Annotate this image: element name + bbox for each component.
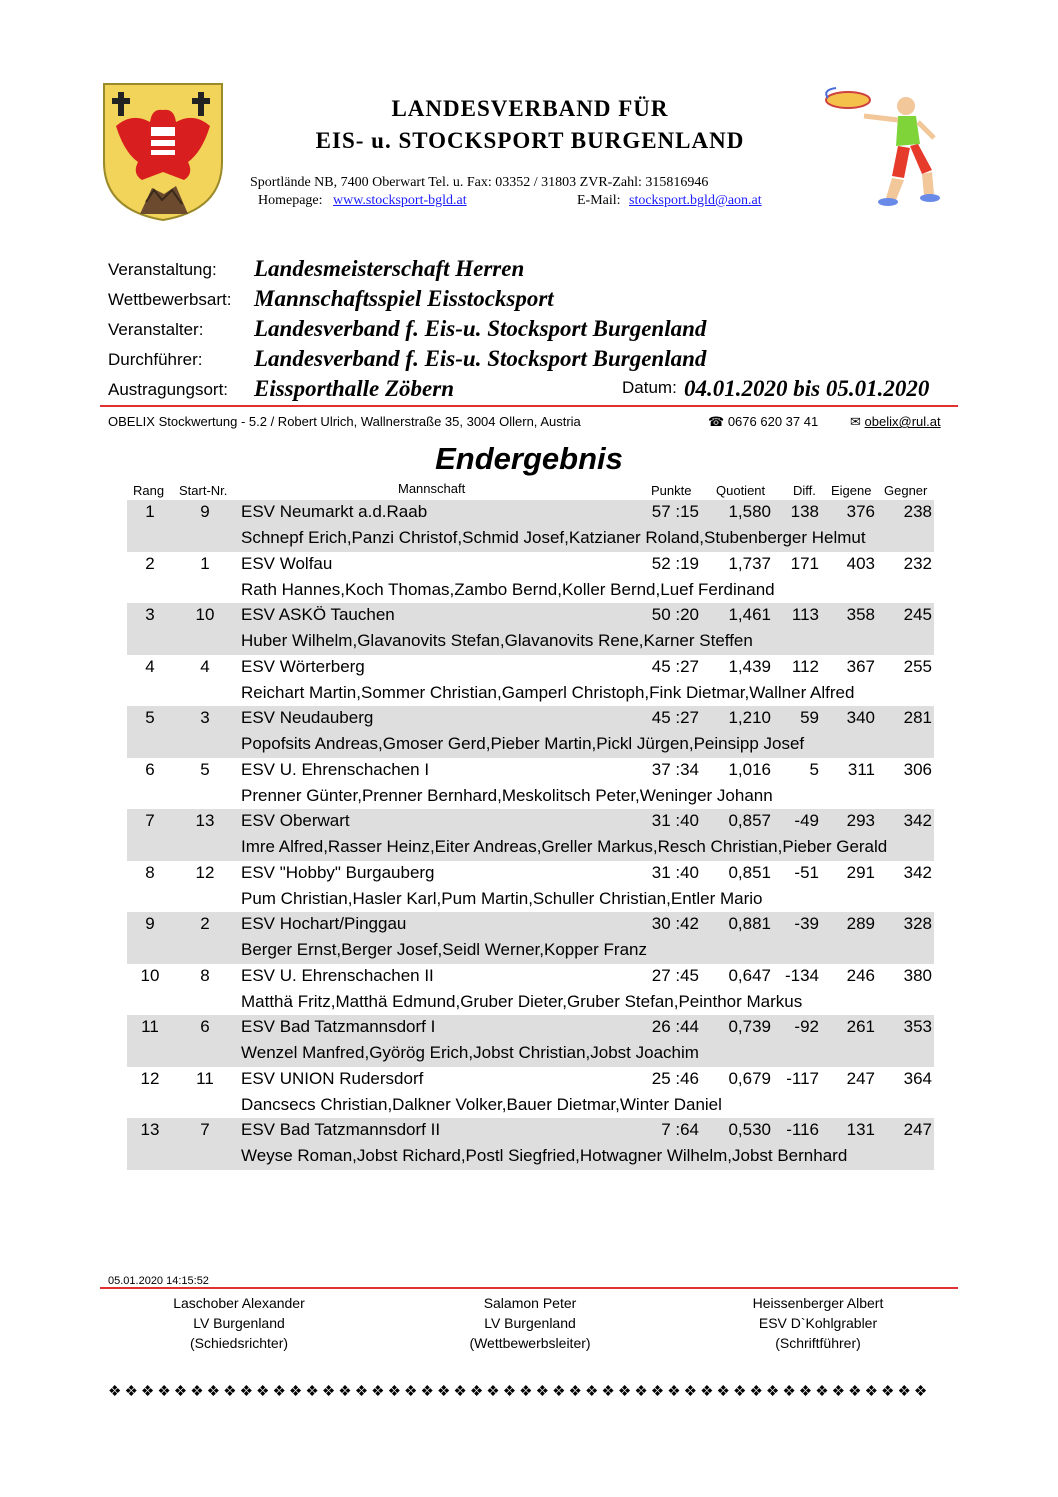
cell-punkte: 45 :27 (651, 656, 699, 676)
footer-timestamp: 05.01.2020 14:15:52 (108, 1275, 209, 1287)
obelix-phone: ☎ 0676 620 37 41 (708, 414, 819, 429)
ort-label: Austragungsort: (108, 380, 229, 399)
cell-quotient: 1,439 (728, 656, 771, 676)
cell-rang: 9 (145, 914, 155, 933)
col-rang: Rang (133, 483, 165, 498)
cell-eigene: 358 (846, 605, 875, 624)
org-title-line1: LANDESVERBAND FÜR (391, 96, 669, 121)
cell-team: ESV Oberwart (241, 811, 350, 830)
cell-diff: 59 (800, 708, 819, 727)
cell-punkte: 37 :34 (651, 759, 699, 779)
cell-diff: -51 (794, 862, 819, 882)
cell-players: Dancsecs Christian,Dalkner Volker,Bauer Dietmar,Winter Daniel (241, 1094, 722, 1114)
coat-of-arms-logo (102, 82, 224, 222)
cell-punkte: 25 :46 (651, 1068, 699, 1088)
cell-start: 9 (200, 502, 210, 521)
table-row (127, 552, 934, 604)
cell-quotient: 0,647 (728, 965, 771, 985)
cell-diff: 171 (790, 553, 819, 573)
cell-quotient: 0,739 (728, 1017, 771, 1036)
cell-players: Pum Christian,Hasler Karl,Pum Martin,Schuller Christian,Entler Mario (241, 888, 763, 908)
cell-eigene: 311 (847, 759, 875, 779)
sig-name: Salamon Peter (483, 1295, 577, 1311)
table-row (127, 603, 934, 655)
cell-eigene: 340 (846, 708, 875, 727)
cell-eigene: 376 (846, 502, 875, 521)
cell-team: ESV Neumarkt a.d.Raab (241, 502, 428, 521)
email-link[interactable]: stocksport.bgld@aon.at (629, 193, 762, 208)
cell-team: ESV Neudauberg (241, 708, 374, 727)
signature-schriftfuehrer (688, 1293, 948, 1353)
cell-start: 4 (200, 656, 210, 676)
diamond-ornament-line: ❖❖❖❖❖❖❖❖❖❖❖❖❖❖❖❖❖❖❖❖❖❖❖❖❖❖❖❖❖❖❖❖❖❖❖❖❖❖❖❖❖❖❖❖❖❖❖❖❖❖ (108, 1383, 931, 1400)
ort-value: Eissporthalle Zöbern (254, 376, 455, 401)
table-row (127, 912, 934, 964)
cell-start: 1 (200, 553, 210, 573)
cell-eigene: 291 (846, 862, 875, 882)
results-title: Endergebnis (435, 441, 623, 476)
table-row (127, 1067, 934, 1119)
cell-team: ESV U. Ehrenschachen II (241, 965, 434, 985)
cell-rang: 5 (145, 708, 155, 727)
cell-punkte: 27 :45 (651, 965, 699, 985)
table-row (127, 655, 934, 707)
cell-eigene: 367 (846, 656, 875, 676)
cell-diff: -116 (786, 1120, 819, 1139)
cell-eigene: 247 (846, 1068, 875, 1088)
cell-gegner: 342 (903, 862, 932, 882)
cell-start: 12 (195, 862, 215, 882)
sig-role: (Schiedsrichter) (189, 1335, 289, 1351)
col-punkte: Punkte (651, 483, 692, 498)
col-eigene: Eigene (831, 483, 872, 498)
cell-players: Berger Ernst,Berger Josef,Seidl Werner,Kopper Franz (241, 940, 647, 959)
cell-start: 6 (200, 1017, 210, 1036)
col-diff: Diff. (793, 483, 816, 498)
cell-rang: 6 (145, 759, 155, 779)
signature-wettbewerbsleiter (400, 1293, 660, 1353)
table-row (127, 964, 934, 1016)
cell-gegner: 245 (903, 605, 932, 624)
cell-punkte: 30 :42 (651, 914, 699, 933)
cell-players: Popofsits Andreas,Gmoser Gerd,Pieber Martin,Pickl Jürgen,Peinsipp Josef (241, 734, 805, 753)
table-row (127, 1015, 934, 1067)
cell-diff: 113 (791, 605, 819, 624)
cell-gegner: 328 (903, 914, 932, 933)
cell-eigene: 289 (846, 914, 875, 933)
cell-diff: 5 (809, 759, 819, 779)
cell-diff: -39 (794, 914, 819, 933)
cell-gegner: 306 (903, 759, 932, 779)
cell-players: Rath Hannes,Koch Thomas,Zambo Bernd,Koller Bernd,Luef Ferdinand (241, 579, 775, 599)
org-title-line2: EIS- u. STOCKSPORT BURGENLAND (315, 128, 745, 153)
cell-gegner: 232 (903, 553, 932, 573)
cell-quotient: 0,857 (728, 811, 771, 830)
cell-rang: 2 (145, 553, 155, 573)
cell-rang: 7 (145, 811, 155, 830)
cell-gegner: 342 (903, 811, 932, 830)
envelope-icon: ✉ (850, 414, 861, 429)
col-gegner: Gegner (884, 483, 928, 498)
cell-team: ESV Bad Tatzmannsdorf II (241, 1120, 441, 1139)
cell-players: Wenzel Manfred,Györög Erich,Jobst Christian,Jobst Joachim (241, 1043, 699, 1062)
col-quotient: Quotient (716, 483, 766, 498)
veranstaltung-value: Landesmeisterschaft Herren (254, 256, 525, 281)
email-label: E-Mail: (577, 193, 621, 208)
cell-rang: 4 (145, 656, 155, 676)
cell-players: Imre Alfred,Rasser Heinz,Eiter Andreas,Greller Markus,Resch Christian,Pieber Gerald (241, 837, 888, 856)
cell-quotient: 0,530 (728, 1120, 771, 1139)
cell-team: ESV Wolfau (241, 553, 333, 573)
table-row (127, 758, 934, 810)
cell-rang: 1 (145, 502, 155, 521)
homepage-link[interactable]: www.stocksport-bgld.at (333, 193, 467, 208)
table-row (127, 706, 934, 758)
cell-start: 7 (200, 1120, 210, 1139)
cell-team: ESV Hochart/Pinggau (241, 914, 407, 933)
cell-players: Schnepf Erich,Panzi Christof,Schmid Josef,Katzianer Roland,Stubenberger Helmut (241, 528, 866, 547)
cell-rang: 11 (141, 1017, 159, 1036)
wettbewerbsart-label: Wettbewerbsart: (108, 290, 232, 309)
col-mannschaft: Mannschaft (398, 481, 466, 496)
cell-gegner: 353 (903, 1017, 932, 1036)
cell-team: ESV ASKÖ Tauchen (241, 605, 395, 624)
cell-rang: 13 (140, 1120, 160, 1139)
cell-eigene: 403 (846, 553, 875, 573)
cell-quotient: 0,851 (728, 862, 771, 882)
cell-gegner: 238 (903, 502, 932, 521)
cell-players: Prenner Günter,Prenner Bernhard,Meskolitsch Peter,Weninger Johann (241, 785, 773, 805)
durchfuehrer-label: Durchführer: (108, 350, 203, 369)
wettbewerbsart-value: Mannschaftsspiel Eisstocksport (254, 286, 554, 311)
cell-quotient: 0,679 (728, 1068, 771, 1088)
cell-diff: -92 (794, 1017, 819, 1036)
cell-start: 11 (196, 1068, 214, 1088)
cell-rang: 3 (145, 605, 155, 624)
cell-rang: 10 (140, 965, 160, 985)
cell-team: ESV UNION Rudersdorf (241, 1068, 424, 1088)
datum-value: 04.01.2020 bis 05.01.2020 (684, 376, 930, 401)
col-start: Start-Nr. (179, 483, 228, 498)
sig-role: (Wettbewerbsleiter) (469, 1335, 591, 1351)
cell-rang: 8 (145, 862, 155, 882)
cell-gegner: 364 (903, 1068, 932, 1088)
table-row (127, 809, 934, 861)
obelix-info: OBELIX Stockwertung - 5.2 / Robert Ulrich, Wallnerstraße 35, 3004 Ollern, Austria (108, 414, 581, 429)
cell-eigene: 261 (846, 1017, 875, 1036)
cell-start: 2 (200, 914, 210, 933)
cell-punkte: 50 :20 (651, 605, 699, 624)
cell-quotient: 1,580 (728, 502, 771, 521)
cell-quotient: 0,881 (728, 914, 771, 933)
cell-rang: 12 (140, 1068, 160, 1088)
cell-quotient: 1,737 (728, 553, 771, 573)
durchfuehrer-value: Landesverband f. Eis-u. Stocksport Burgenland (254, 346, 707, 371)
cell-punkte: 7 :64 (661, 1120, 699, 1139)
veranstalter-value: Landesverband f. Eis-u. Stocksport Burgenland (254, 316, 707, 341)
cell-team: ESV Bad Tatzmannsdorf I (241, 1017, 436, 1036)
cell-players: Reichart Martin,Sommer Christian,Gamperl Christoph,Fink Dietmar,Wallner Alfred (241, 682, 855, 702)
stocksport-player-logo (812, 86, 952, 212)
table-row (127, 861, 934, 913)
cell-punkte: 45 :27 (651, 708, 699, 727)
signature-schiedsrichter (109, 1293, 369, 1353)
cell-diff: -49 (794, 811, 819, 830)
cell-punkte: 57 :15 (651, 502, 699, 521)
cell-players: Huber Wilhelm,Glavanovits Stefan,Glavanovits Rene,Karner Steffen (241, 631, 753, 650)
cell-start: 8 (200, 965, 210, 985)
cell-diff: -134 (784, 965, 819, 985)
cell-quotient: 1,210 (728, 708, 771, 727)
cell-gegner: 380 (903, 965, 932, 985)
cell-start: 5 (200, 759, 210, 779)
cell-start: 13 (195, 811, 215, 830)
sig-org: LV Burgenland (193, 1315, 285, 1331)
cell-quotient: 1,461 (728, 605, 771, 624)
datum-label: Datum: (622, 378, 677, 397)
phone-icon: ☎ (708, 414, 725, 429)
org-address: Sportlände NB, 7400 Oberwart Tel. u. Fax: 03352 / 31803 ZVR-Zahl: 315816946 (250, 175, 709, 190)
cell-gegner: 255 (903, 656, 932, 676)
cell-punkte: 31 :40 (651, 862, 699, 882)
cell-players: Weyse Roman,Jobst Richard,Postl Siegfried,Hotwagner Wilhelm,Jobst Bernhard (241, 1146, 848, 1165)
table-row (127, 500, 934, 552)
cell-eigene: 293 (846, 811, 875, 830)
header-divider (100, 405, 958, 407)
sig-name: Laschober Alexander (173, 1295, 305, 1311)
sig-name: Heissenberger Albert (752, 1295, 884, 1311)
cell-team: ESV U. Ehrenschachen I (241, 759, 430, 779)
cell-gegner: 281 (903, 708, 932, 727)
sig-org: LV Burgenland (484, 1315, 576, 1331)
footer-divider (100, 1287, 958, 1289)
sig-role: (Schriftführer) (775, 1335, 861, 1351)
veranstaltung-label: Veranstaltung: (108, 260, 217, 279)
homepage-label: Homepage: (258, 193, 323, 208)
cell-start: 3 (200, 708, 210, 727)
sig-org: ESV D`Kohlgrabler (758, 1315, 878, 1331)
cell-diff: -117 (786, 1068, 819, 1088)
cell-punkte: 52 :19 (651, 553, 699, 573)
cell-eigene: 131 (846, 1120, 875, 1139)
cell-team: ESV "Hobby" Burgauberg (241, 862, 435, 882)
cell-punkte: 26 :44 (651, 1017, 699, 1036)
cell-eigene: 246 (846, 965, 875, 985)
cell-start: 10 (195, 605, 215, 624)
cell-diff: 138 (790, 502, 819, 521)
cell-quotient: 1,016 (728, 759, 771, 779)
cell-team: ESV Wörterberg (241, 656, 365, 676)
obelix-email[interactable]: ✉ obelix@rul.at (850, 414, 941, 429)
cell-punkte: 31 :40 (651, 811, 699, 830)
cell-players: Matthä Fritz,Matthä Edmund,Gruber Dieter,Gruber Stefan,Peinthor Markus (241, 991, 803, 1011)
cell-gegner: 247 (903, 1120, 932, 1139)
veranstalter-label: Veranstalter: (108, 320, 204, 339)
cell-diff: 112 (791, 656, 819, 676)
table-row (127, 1118, 934, 1170)
